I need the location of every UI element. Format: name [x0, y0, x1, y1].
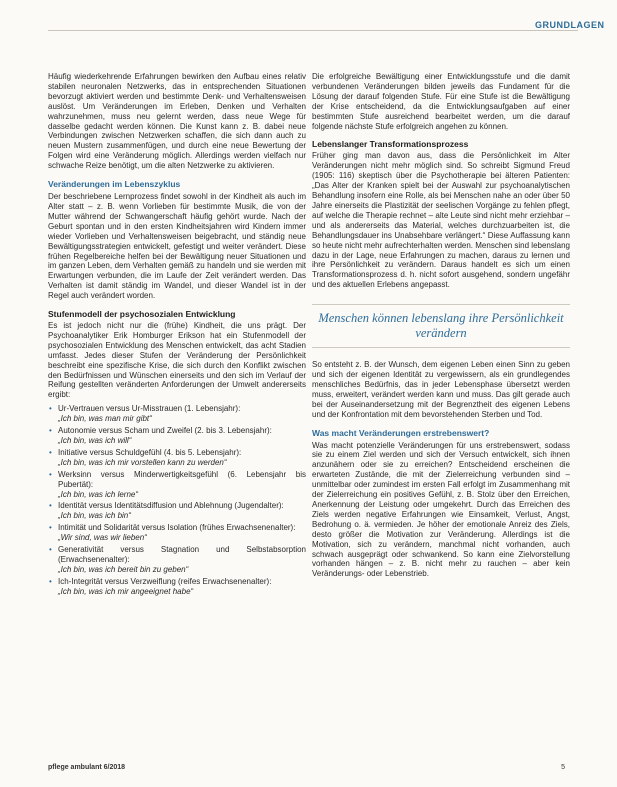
list-item — [58, 523, 306, 543]
list-item — [58, 404, 306, 424]
subheading-transformation: Lebenslanger Transformationsprozess — [312, 139, 469, 150]
section-label: GRUNDLAGEN — [535, 20, 605, 30]
stage-text: Intimität und Solidarität versus Isolation (frühes Erwachsenenalter): — [58, 523, 296, 533]
paragraph: Früher ging man davon aus, dass die Persönlichkeit im Alter Veränderungen nicht mehr möglich sind. So schreibt Sigmund Freud (1905: 116) skeptisch über die Psychotherapie bei älteren Patienten: „Das Alter der Kranken spielt bei der Auswahl zur psychoanalytischen Behandlung insofern eine Rolle, als bei Menschen nahe an oder über 50 Jahre einerseits die Plastizität der seelischen Vorgänge zu fehlen pflegt, auf welche die Therapie rechnet – alte Leute sind nicht mehr erziehbar – und als andererseits das Material, welches durchzuarbeiten ist, die Behandlungsdauer ins Unabsehbare verlängert.“ Diese Auffassung kann so heute nicht mehr aufrechterhalten werden. Menschen sind lebenslang dazu in der Lage, neue Erfahrungen zu machen, daraus zu lernen und ihre Persönlichkeit zu verändern. Daraus handelt es sich um einen Transformationsprozess d. h. nicht sofort ausgehend, sondern ungefähr und des aktuellen Erlebens angepasst. — [312, 151, 570, 290]
stage-list — [48, 404, 306, 596]
subheading-lebenszyklus: Veränderungen im Lebenszyklus — [48, 179, 181, 190]
page-number: 5 — [561, 764, 565, 771]
stage-quote: „Ich bin, was ich bereit bin zu geben“ — [58, 564, 189, 574]
subheading-stufenmodell: Stufenmodell der psychosozialen Entwicklung — [48, 309, 236, 320]
stage-text: Ur-Vertrauen versus Ur-Misstrauen (1. Lebensjahr): — [58, 404, 241, 414]
footer-publication: pflege ambulant 6/2018 — [48, 764, 126, 771]
list-item — [58, 426, 306, 446]
stage-text: Initiative versus Schuldgefühl (4. bis 5. Lebensjahr): — [58, 447, 242, 457]
stage-quote: „Ich bin, was ich mir angeeignet habe“ — [58, 586, 194, 596]
paragraph: Der beschriebene Lernprozess findet sowohl in der Kindheit als auch im Alter statt – z. B. wenn Vorlieben für bestimmte Musik, die von der Mutter während der Schwangerschaft häufig gehört wurde. Nach der Geburt spontan und in den ersten Kindheitsjahren wird Kindern immer wieder Vorlieben und Verhaltensweisen beigebracht, und ständig neue Bewältigungsstrategien entwickelt, gefestigt und weiter verändert. Diese frühen Regelbereiche helfen bei der Bewältigung neuer Situationen und im ganzen Leben, dem Verhalten gemäß zu handeln und sie werden mit Erwartungen verbunden, die im Laufe der Zeit verändert werden. Das Verhalten ist damit ständig im Wandel, und dieser Wandel ist in der Regel auch verändert worden. — [48, 192, 306, 301]
subheading-veraenderungen: Was macht Veränderungen erstrebenswert? — [312, 427, 490, 438]
stage-text: Ich-Integrität versus Verzweiflung (reifes Erwachsenenalter): — [58, 576, 272, 586]
header-rule — [48, 30, 578, 31]
paragraph: Die erfolgreiche Bewältigung einer Entwicklungsstufe und die damit verbundenen Veränderungen bilden jeweils das Fundament für die Lösung der darauf folgenden Stufe. Für eine Stufe ist die Bewältigung der Krise entscheidend, da die Entwicklungsaufgaben auf einer bestimmten Stufe ausreichend bearbeitet werden, um die darauf folgende nächste Stufe erfolgreich angehen zu können. — [312, 72, 570, 131]
stage-text: Identität versus Identitätsdiffusion und Ablehnung (Jugendalter): — [58, 501, 284, 511]
list-item — [58, 470, 306, 500]
paragraph: Es ist jedoch nicht nur die (frühe) Kindheit, die uns prägt. Der Psychoanalytiker Erik Homburger Erikson hat ein Stufenmodell der psychosozialen Entwicklung des Menschen entwickelt, das acht Stadien umfasst. Jedes dieser Stufen der Veränderung der Persönlichkeit beschreibt eine spezifische Krise, die sich durch den Konflikt zwischen den Bedürfnissen und Wünschen einerseits und den sich im Verlauf der Reifung gestellten veränderten Anforderungen der Umwelt andererseits ergibt: — [48, 321, 306, 400]
stage-quote: „Ich bin, was man mir gibt“ — [58, 414, 152, 424]
paragraph: Häufig wiederkehrende Erfahrungen bewirken den Aufbau eines relativ stabilen neuronalen Netzwerks, das in entsprechenden Situationen bevorzugt aktiviert werden und bestimmte Denk- und Verhaltensweisen auslöst. Um Veränderungen im Erleben, Denken und Verhalten wahrzunehmen, muss neu gelernt werden, dass neue Wege für dasselbe gedacht werden können. Die Kunst kann z. B. dabei neue Verbindungen zwischen Netzwerken schaffen, die sich dann auch zu neuen Mustern zusammenfügen, und durch eine neue Bewertung der Folgen wird eine Veränderung möglich. Allerdings werden vielfach nur schwache Reize benötigt, um die alten Netzwerke zu aktivieren. — [48, 72, 306, 171]
list-item — [58, 577, 306, 597]
stage-quote: „Ich bin, was ich will“ — [58, 436, 132, 445]
list-item — [58, 448, 306, 468]
stage-quote: „Wir sind, was wir lieben“ — [58, 533, 147, 543]
stage-quote: „Ich bin, was ich bin“ — [58, 511, 131, 521]
paragraph: Was macht potenzielle Veränderungen für uns erstrebenswert, sodass sie zu einem Ziel werden und sich der Versuch entwickelt, sich ihnen anzunähern oder sie zu erreichen? Entscheidend erscheinen die erwarteten Zustände, die mit der Zielerreichung verbunden sind – unmittelbar oder zumindest im ersten Fall erfolgt im Zusammenhang mit der Zielerreichung ein positives Gefühl, z. B. Stolz über den Erreichen, Anerkennung der Leistung oder umgekehrt. Durch das Erreichen des Ziels werden negative Erfahrungen wie Einsamkeit, Verlust, Angst, Bedrohung o. ä. vermieden. Je höher der emotionale Anreiz des Ziels, desto größer die Motivation zur Veränderung. Allerdings ist die Motivation, sich zu verändern, manchmal nicht vorhanden, auch schwach ausgeprägt oder schwankend. So kann eine Zielvorstellung vorhanden hängen – z. B. nicht mehr zu rauchen – aber kein Veränderungs- oder Lebenstrieb. — [312, 440, 570, 579]
paragraph: So entsteht z. B. der Wunsch, dem eigenen Leben einen Sinn zu geben und sich der eigenen Identität zu vergewissern, als ein grundlegendes menschliches Bedürfnis, das in jeder Lebensphase übersetzt werden muss, erweitert, verändert werden kann und muss. Das gilt gerade auch bei der Auseinandersetzung mit der Begrenztheit des eigenen Lebens und der Konfrontation mit dem bevorstehenden Sterben und Tod. — [312, 360, 570, 419]
pull-quote: Menschen können lebenslang ihre Persönlichkeit verändern — [312, 304, 570, 348]
list-item — [58, 501, 306, 521]
stage-text: Generativität versus Stagnation und Selbstabsorption (Erwachsenenalter): — [58, 545, 306, 564]
stage-quote: „Ich bin, was ich lerne“ — [58, 489, 139, 499]
stage-quote: „Ich bin, was ich mir vorstellen kann zu werden“ — [58, 457, 227, 467]
stage-text: Autonomie versus Scham und Zweifel (2. bis 3. Lebensjahr): — [58, 426, 272, 436]
list-item — [58, 545, 306, 575]
stage-text: Werksinn versus Minderwertigkeitsgefühl (6. Lebensjahr bis Pubertät): — [58, 469, 306, 489]
right-column — [312, 72, 570, 583]
left-column — [48, 72, 306, 599]
